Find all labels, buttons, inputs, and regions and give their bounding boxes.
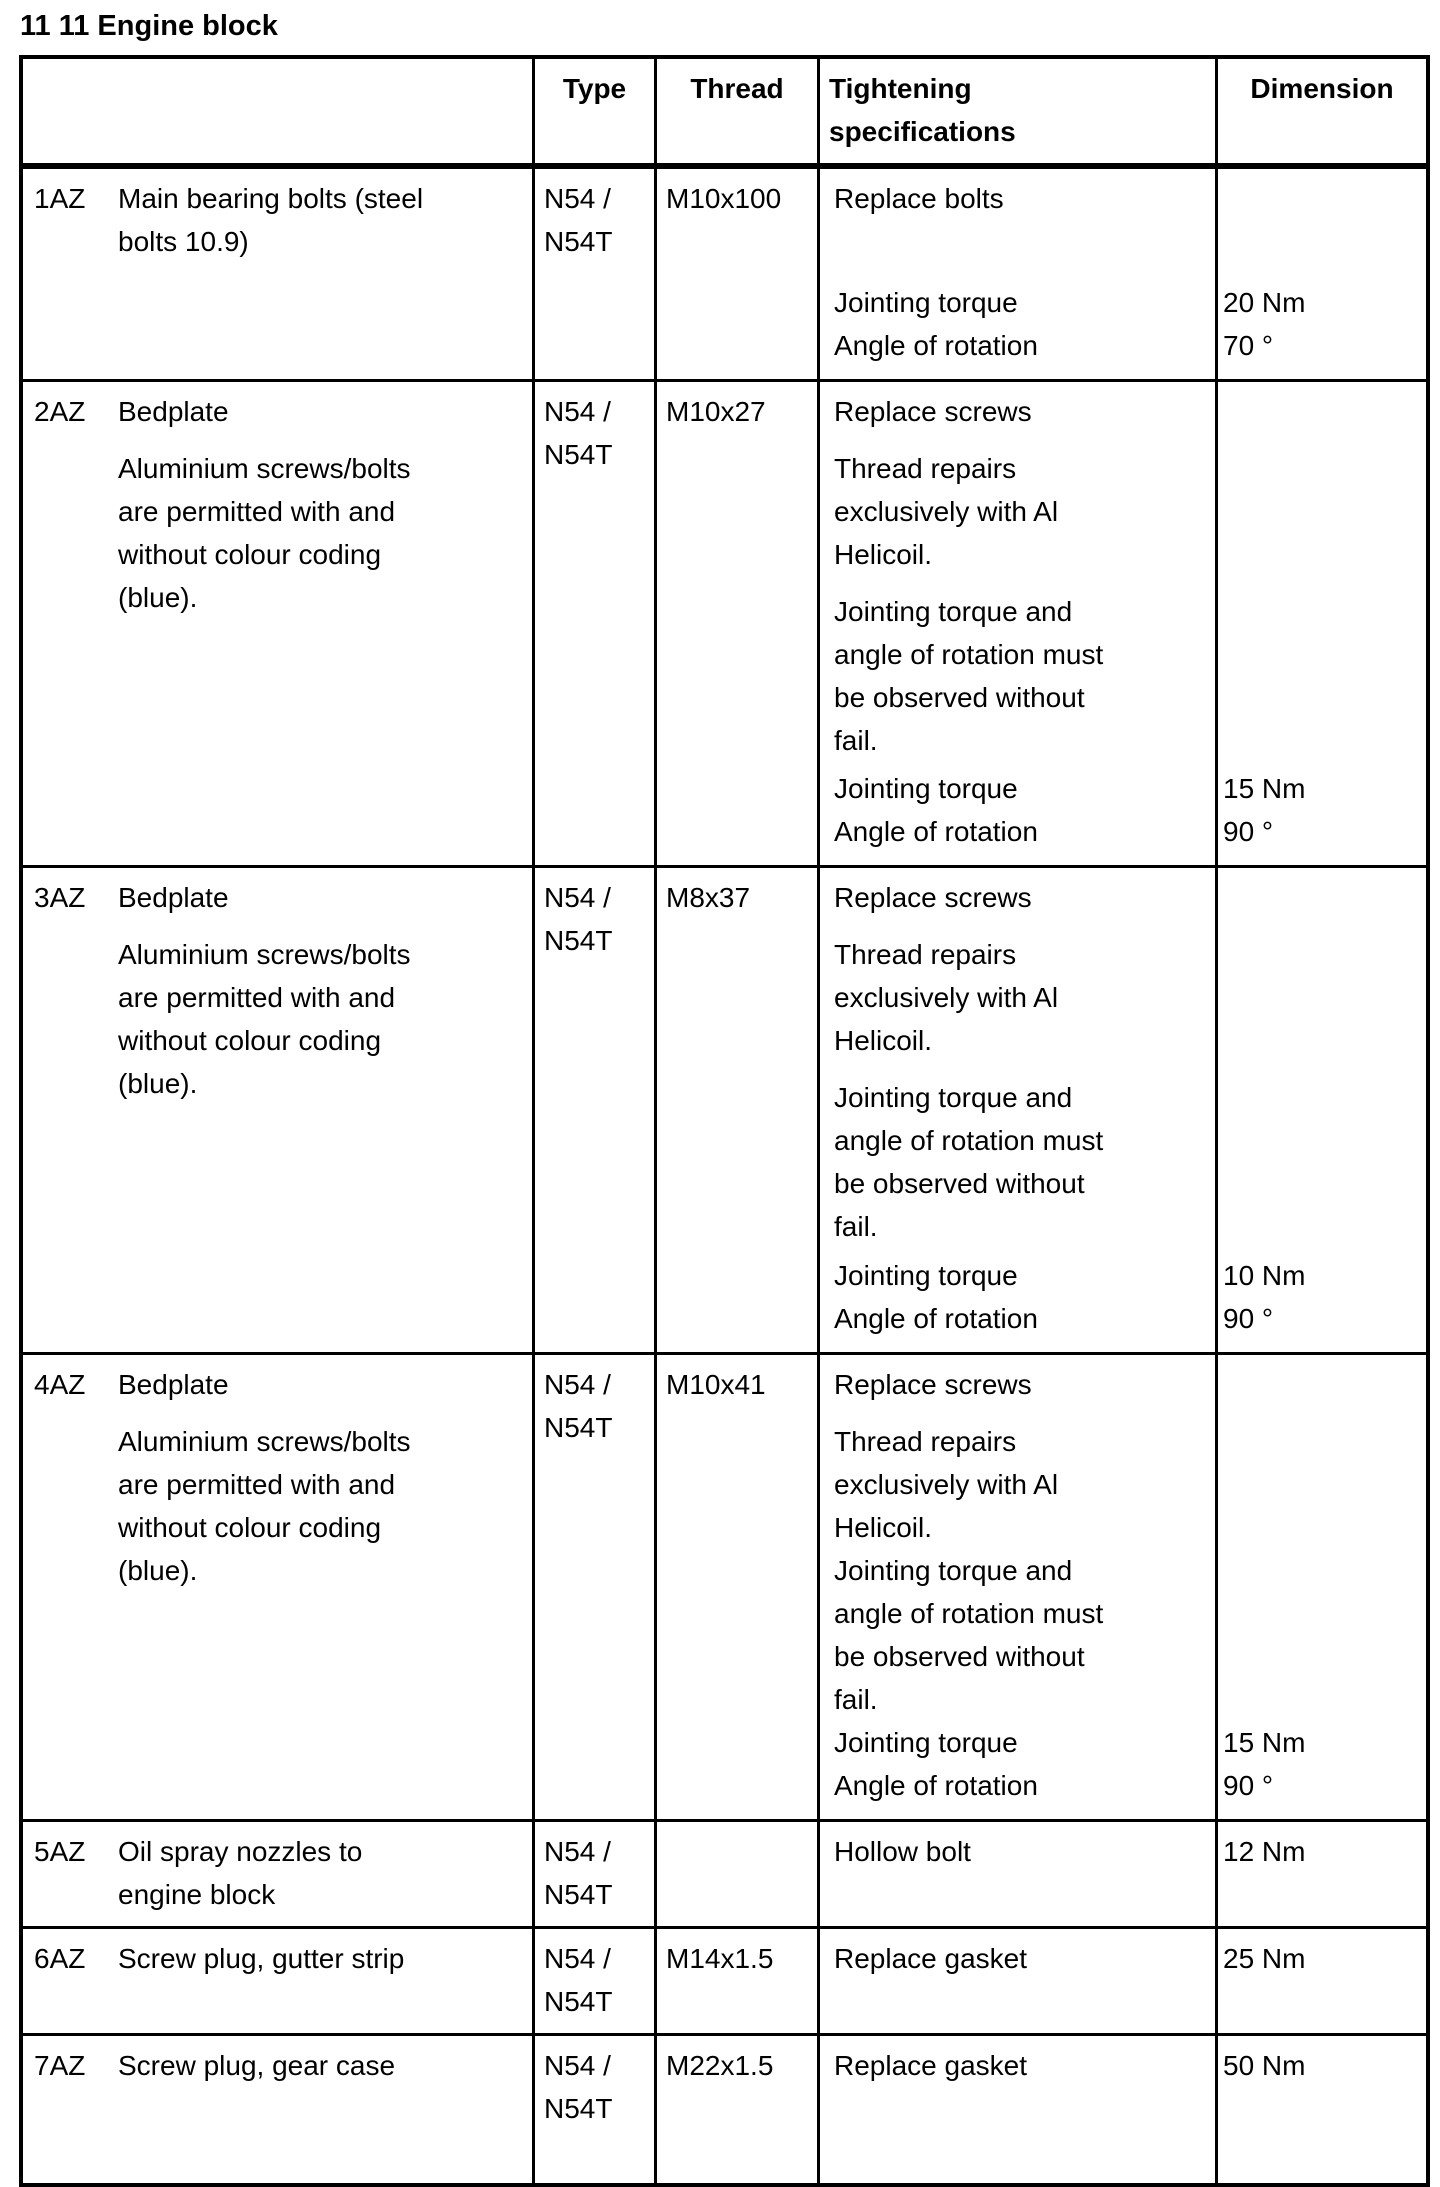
type-cell <box>532 169 654 379</box>
specs-cell <box>817 868 1215 1352</box>
spec-paragraph: Jointing torque and angle of rotation must be observed without fail. <box>834 596 1104 756</box>
specs-cell <box>817 1355 1215 1819</box>
table-row <box>23 1819 1426 1926</box>
row-note: Aluminium screws/bolts are permitted with and without colour coding (blue). <box>118 1426 411 1586</box>
torque-value: 15 Nm <box>1223 773 1306 804</box>
dimension-cell <box>1215 2036 1426 2183</box>
torque-value: 90 ° <box>1223 1303 1274 1334</box>
spec-table <box>19 55 1430 2187</box>
thread-cell: M10x100 <box>654 169 817 379</box>
thread-cell: M10x41 <box>654 1355 817 1819</box>
table-row <box>23 2033 1426 2183</box>
row-title: Oil spray nozzles to engine block <box>118 1836 363 1910</box>
type-value-line2: N54T <box>544 1986 613 2017</box>
type-value-line1: N54 / <box>544 2050 611 2081</box>
type-cell <box>532 1822 654 1926</box>
description-cell <box>23 868 532 1352</box>
type-cell <box>532 1355 654 1819</box>
thread-cell: M10x27 <box>654 382 817 865</box>
torque-value: 90 ° <box>1223 816 1274 847</box>
torque-name: Angle of rotation <box>834 1303 1038 1334</box>
row-label: 2AZ <box>34 396 86 427</box>
header-dimension: Dimension <box>1215 59 1426 163</box>
table-row <box>23 865 1426 1352</box>
spec-paragraph: Replace gasket <box>834 1943 1028 1974</box>
specs-cell <box>817 2036 1215 2183</box>
header-thread: Thread <box>654 59 817 163</box>
description-cell <box>23 1355 532 1819</box>
description-cell <box>23 2036 532 2183</box>
type-value-line1: N54 / <box>544 396 611 427</box>
torque-name: Jointing torque <box>834 773 1018 804</box>
row-note: Aluminium screws/bolts are permitted with and without colour coding (blue). <box>118 939 411 1099</box>
thread-cell: M8x37 <box>654 868 817 1352</box>
page-title: 11 11 Engine block <box>20 10 278 42</box>
type-cell <box>532 868 654 1352</box>
spec-paragraph: Thread repairs exclusively with Al Helicoil. <box>834 939 1059 1056</box>
row-label: 5AZ <box>34 1836 86 1867</box>
spec-paragraph: Thread repairs exclusively with Al Helicoil. <box>834 1426 1059 1543</box>
row-label: 4AZ <box>34 1369 86 1400</box>
specs-cell <box>817 1929 1215 2033</box>
type-value-line1: N54 / <box>544 1836 611 1867</box>
dimension-cell <box>1215 868 1426 1352</box>
spec-paragraph: Jointing torque and angle of rotation must be observed without fail. <box>834 1555 1104 1715</box>
spec-paragraph: Replace bolts <box>834 183 1004 214</box>
description-cell <box>23 1929 532 2033</box>
table-row <box>23 379 1426 865</box>
row-title: Screw plug, gutter strip <box>118 1943 405 1974</box>
type-value-line1: N54 / <box>544 1369 611 1400</box>
thread-cell: M22x1.5 <box>654 2036 817 2183</box>
row-title: Bedplate <box>118 1369 229 1400</box>
type-value-line1: N54 / <box>544 1943 611 1974</box>
torque-value: 10 Nm <box>1223 1260 1306 1291</box>
type-value-line2: N54T <box>544 2093 613 2124</box>
description-cell <box>23 169 532 379</box>
table-row <box>23 169 1426 379</box>
type-value-line1: N54 / <box>544 183 611 214</box>
type-cell <box>532 2036 654 2183</box>
type-cell <box>532 382 654 865</box>
specs-cell <box>817 1822 1215 1926</box>
dimension-cell <box>1215 382 1426 865</box>
dimension-cell <box>1215 1929 1426 2033</box>
row-label: 1AZ <box>34 183 86 214</box>
description-cell <box>23 1822 532 1926</box>
torque-value: 15 Nm <box>1223 1727 1306 1758</box>
row-label: 7AZ <box>34 2050 86 2081</box>
spec-paragraph: Replace screws <box>834 396 1032 427</box>
thread-cell <box>654 1822 817 1926</box>
torque-value: 70 ° <box>1223 330 1274 361</box>
row-title: Bedplate <box>118 396 229 427</box>
spec-paragraph: Replace screws <box>834 882 1032 913</box>
description-cell <box>23 382 532 865</box>
spec-paragraph: Replace gasket <box>834 2050 1028 2081</box>
dimension-value: 12 Nm <box>1223 1836 1306 1867</box>
row-label: 3AZ <box>34 882 86 913</box>
torque-name: Angle of rotation <box>834 330 1038 361</box>
header-description-cell <box>23 59 532 163</box>
spec-paragraph: Replace screws <box>834 1369 1032 1400</box>
torque-name: Angle of rotation <box>834 816 1038 847</box>
thread-cell: M14x1.5 <box>654 1929 817 2033</box>
row-label: 6AZ <box>34 1943 86 1974</box>
dimension-cell <box>1215 1355 1426 1819</box>
header-type: Type <box>532 59 654 163</box>
type-cell <box>532 1929 654 2033</box>
type-value-line2: N54T <box>544 925 613 956</box>
torque-value: 90 ° <box>1223 1770 1274 1801</box>
specs-cell <box>817 382 1215 865</box>
dimension-value: 25 Nm <box>1223 1943 1306 1974</box>
torque-name: Jointing torque <box>834 1260 1018 1291</box>
type-value-line2: N54T <box>544 1879 613 1910</box>
type-value-line2: N54T <box>544 1412 613 1443</box>
type-value-line1: N54 / <box>544 882 611 913</box>
row-title: Bedplate <box>118 882 229 913</box>
type-value-line2: N54T <box>544 226 613 257</box>
row-note: Aluminium screws/bolts are permitted with and without colour coding (blue). <box>118 453 411 613</box>
dimension-cell <box>1215 169 1426 379</box>
table-row <box>23 1352 1426 1819</box>
spec-paragraph: Hollow bolt <box>834 1836 971 1867</box>
spec-paragraph: Thread repairs exclusively with Al Helicoil. <box>834 453 1059 570</box>
spec-paragraph: Jointing torque and angle of rotation must be observed without fail. <box>834 1082 1104 1242</box>
table-header-row <box>23 59 1426 169</box>
specs-cell <box>817 169 1215 379</box>
dimension-value: 50 Nm <box>1223 2050 1306 2081</box>
type-value-line2: N54T <box>544 439 613 470</box>
torque-name: Jointing torque <box>834 287 1018 318</box>
table-row <box>23 1926 1426 2033</box>
row-title: Screw plug, gear case <box>118 2050 396 2081</box>
torque-value: 20 Nm <box>1223 287 1306 318</box>
header-specs-label: Tightening specifications <box>829 73 1016 147</box>
header-specs <box>817 59 1215 163</box>
torque-name: Angle of rotation <box>834 1770 1038 1801</box>
torque-name: Jointing torque <box>834 1727 1018 1758</box>
row-title: Main bearing bolts (steel bolts 10.9) <box>118 183 424 257</box>
dimension-cell <box>1215 1822 1426 1926</box>
